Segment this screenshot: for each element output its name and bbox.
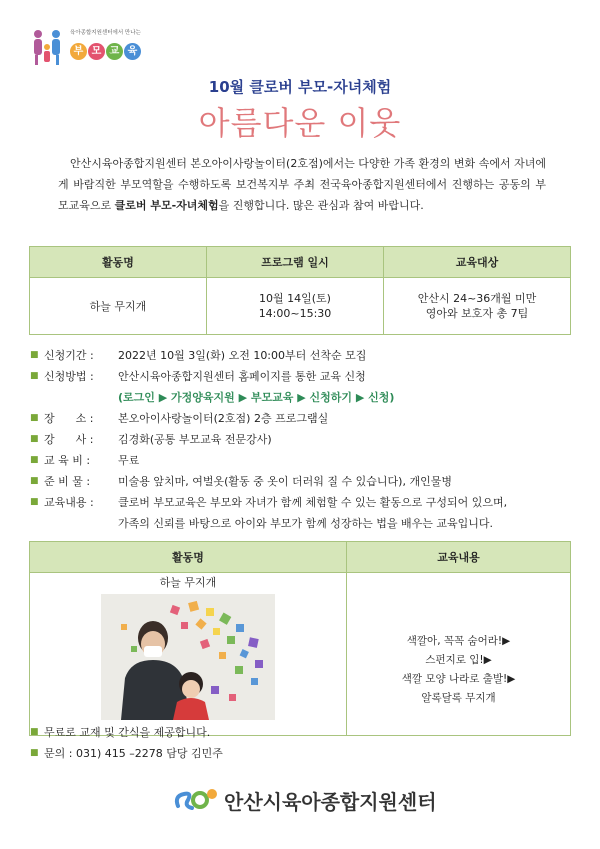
- logo-char: 부: [70, 43, 87, 60]
- info-value: 클로버 부모교육은 부모와 자녀가 함께 체험할 수 있는 활동으로 구성되어 있으며,: [118, 496, 508, 509]
- info-value: 본오아이사랑놀이터(2호점) 2층 프로그램실: [118, 412, 329, 425]
- content-line: 알록달록 무지개: [421, 692, 496, 704]
- content-cell: [347, 573, 571, 736]
- parent-child-photo-image: [101, 594, 275, 720]
- activity-name: 하늘 무지개: [159, 576, 217, 589]
- content-line: 색깔아, 꼭꼭 숨어라!▶: [406, 635, 511, 647]
- activity-photo: [101, 594, 275, 720]
- info-row: [30, 513, 575, 534]
- info-value: 2022년 10월 3일(화) 오전 10:00부터 선착순 모집: [118, 349, 367, 362]
- content-list: [348, 574, 569, 708]
- activity-cell: 하늘 무지개: [30, 278, 207, 335]
- table-header-row: [30, 542, 571, 573]
- logo-char: 육: [124, 43, 141, 60]
- intro-text: 안산시육아종합지원센터 본오아이사랑놀이터(2호점)에서는 다양한 가족 환경의 변화 속에서 자녀에게 바람직한 부모역할을 수행하도록 보건복지부 주최 전국육아종합지원센터에서 진행하는 공동의 부모교육으로: [58, 157, 546, 212]
- table-row: [30, 573, 571, 736]
- footer-logo: [172, 784, 452, 814]
- table-header-row: [30, 247, 571, 278]
- info-label: 교육내용 :: [44, 496, 94, 509]
- info-value: 가족의 신뢰를 바탕으로 아이와 부모가 함께 성장하는 법을 배우는 교육입니다.: [118, 517, 493, 530]
- info-value: 김경화(공통 부모교육 전문강사): [118, 433, 272, 446]
- column-header: 교육내용: [347, 542, 571, 573]
- info-label: 장 소 :: [44, 412, 94, 425]
- bullet-icon: ■: [30, 727, 39, 737]
- bullet-icon: ■: [30, 350, 39, 360]
- program-date: 10월 14일(토): [259, 292, 331, 305]
- program-time: 14:00~15:30: [258, 307, 332, 320]
- logo-char: 교: [106, 43, 123, 60]
- target-line: 안산시 24~36개월 미만: [417, 292, 537, 305]
- bullet-icon: ■: [30, 476, 39, 486]
- target-line: 영아와 보호자 총 7팀: [425, 307, 529, 320]
- column-header: 프로그램 일시: [207, 247, 384, 278]
- info-label: 준 비 물 :: [44, 475, 91, 488]
- bullet-icon: ■: [30, 455, 39, 465]
- date-cell: [207, 278, 384, 335]
- info-row: [30, 366, 575, 387]
- bullet-icon: ■: [30, 413, 39, 423]
- info-value: 무료: [118, 454, 140, 467]
- column-header: 활동명: [30, 247, 207, 278]
- info-label: 교 육 비 :: [44, 454, 91, 467]
- info-row: [30, 345, 575, 366]
- bullet-icon: ■: [30, 748, 39, 758]
- note-text: 무료로 교재 및 간식을 제공합니다.: [44, 726, 211, 739]
- contact-text: 문의 : 031) 415 –2278 담당 김민주: [44, 747, 223, 760]
- info-row: [30, 471, 575, 492]
- info-label: 신청방법 :: [44, 370, 94, 383]
- column-header: 활동명: [30, 542, 347, 573]
- bullet-icon: ■: [30, 497, 39, 507]
- family-figures-icon: [30, 28, 66, 66]
- activity-content-table: [29, 541, 571, 736]
- info-value: 안산시육아종합지원센터 홈페이지를 통한 교육 신청: [118, 370, 366, 383]
- info-row: [30, 408, 575, 429]
- program-title: 아름다운 이웃: [198, 104, 402, 142]
- intro-bold-text: 클로버 부모-자녀체험: [114, 199, 219, 212]
- center-symbol-icon: [172, 784, 220, 814]
- intro-text: 을 진행합니다. 많은 관심과 참여 바랍니다.: [218, 199, 424, 212]
- column-header: 교육대상: [384, 247, 571, 278]
- center-logo: [30, 26, 150, 68]
- content-line: 스펀지로 입!▶: [425, 654, 492, 666]
- info-label: 강 사 :: [44, 433, 94, 446]
- info-row: [30, 450, 575, 471]
- schedule-table: [29, 246, 571, 335]
- logo-subtext: 육아종합지원센터에서 만나는: [70, 30, 141, 36]
- info-row: [30, 492, 575, 513]
- info-label: 신청기간 :: [44, 349, 94, 362]
- content-line: 색깔 모양 나라로 출발!▶: [401, 673, 516, 685]
- info-row: [30, 429, 575, 450]
- application-steps: (로그인 ▶ 가정양육지원 ▶ 부모교육 ▶ 신청하기 ▶ 신청): [118, 391, 395, 404]
- bullet-icon: ■: [30, 434, 39, 444]
- center-name: 안산시육아종합지원센터: [224, 790, 437, 814]
- info-list: [30, 345, 575, 534]
- info-value: 미술용 앞치마, 여벌옷(활동 중 옷이 더러워 질 수 있습니다), 개인물병: [118, 475, 452, 488]
- logo-char: 모: [88, 43, 105, 60]
- target-cell: [384, 278, 571, 335]
- bullet-icon: ■: [30, 371, 39, 381]
- activity-photo-cell: [30, 573, 347, 736]
- info-row: [30, 387, 575, 408]
- intro-paragraph: [58, 153, 546, 216]
- table-row: [30, 278, 571, 335]
- program-subtitle: 10월 클로버 부모-자녀체험: [208, 78, 392, 96]
